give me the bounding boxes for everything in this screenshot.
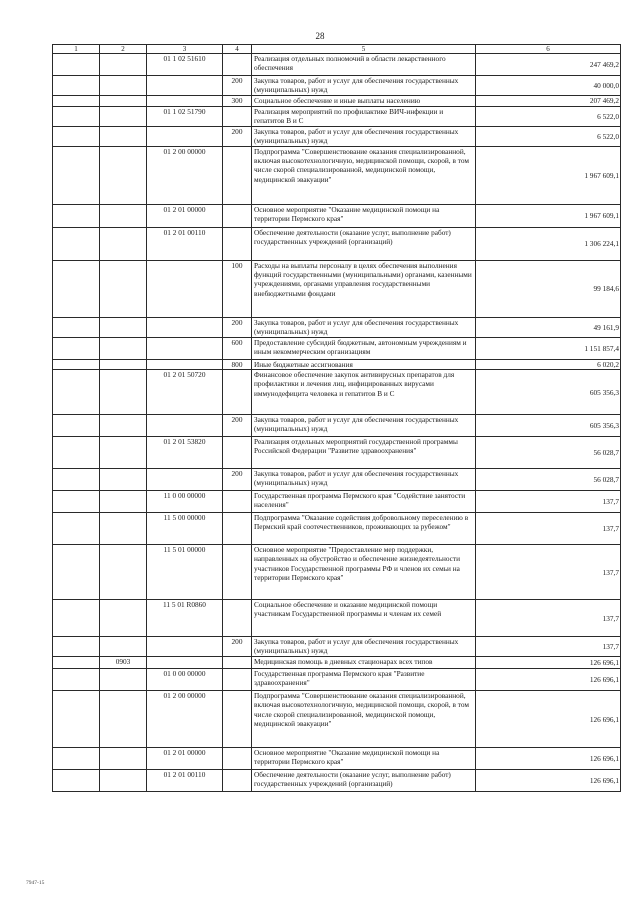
cell-subsection <box>100 54 147 76</box>
cell-subsection <box>100 107 147 127</box>
table-row <box>53 107 621 127</box>
cell-name: Закупка товаров, работ и услуг для обеспечения государственных (муниципальных) нужд <box>252 469 476 491</box>
table-row <box>53 600 621 637</box>
table-row <box>53 261 621 318</box>
cell-name: Реализация отдельных полномочий в области лекарственного обеспечения <box>252 54 476 76</box>
cell-name: Обеспечение деятельности (оказание услуг, выполнение работ) государственных учреждений (организаций) <box>252 228 476 261</box>
cell-name: Реализация отдельных мероприятий государственной программы Российской Федерации "Развитие здравоохранения" <box>252 437 476 469</box>
cell-target-code <box>147 637 223 657</box>
cell-section <box>53 107 100 127</box>
cell-expense-type <box>223 748 252 770</box>
cell-section <box>53 338 100 360</box>
column-header-3: 3 <box>147 45 223 54</box>
cell-name: Расходы на выплаты персоналу в целях обеспечения выполнения функций государственными (муниципальными) органами, казенными учреждениями, органами управления государственными внебюджетными фондами <box>252 261 476 318</box>
table-header-row <box>53 45 621 54</box>
cell-subsection <box>100 469 147 491</box>
cell-subsection <box>100 770 147 792</box>
cell-expense-type <box>223 691 252 748</box>
cell-section <box>53 669 100 691</box>
cell-expense-type: 200 <box>223 637 252 657</box>
cell-amount: 1 151 857,4 <box>476 338 621 360</box>
table-row <box>53 491 621 513</box>
cell-section <box>53 147 100 205</box>
table-row <box>53 54 621 76</box>
cell-amount: 6 522,0 <box>476 107 621 127</box>
cell-amount: 247 469,2 <box>476 54 621 76</box>
cell-expense-type <box>223 54 252 76</box>
cell-amount: 605 356,3 <box>476 370 621 415</box>
cell-section <box>53 228 100 261</box>
cell-name: Закупка товаров, работ и услуг для обеспечения государственных (муниципальных) нужд <box>252 76 476 96</box>
cell-subsection <box>100 370 147 415</box>
table-row <box>53 228 621 261</box>
cell-name: Государственная программа Пермского края "Развитие здравоохранения" <box>252 669 476 691</box>
cell-subsection <box>100 261 147 318</box>
cell-subsection <box>100 338 147 360</box>
cell-target-code <box>147 338 223 360</box>
cell-amount: 137,7 <box>476 491 621 513</box>
cell-target-code: 01 2 01 00110 <box>147 228 223 261</box>
cell-target-code <box>147 96 223 107</box>
cell-section <box>53 205 100 228</box>
table-body <box>53 54 621 792</box>
cell-name: Предоставление субсидий бюджетным, автономным учреждениям и иным некоммерческим организациям <box>252 338 476 360</box>
cell-expense-type: 200 <box>223 415 252 437</box>
table-row <box>53 76 621 96</box>
cell-expense-type: 100 <box>223 261 252 318</box>
cell-amount: 126 696,1 <box>476 691 621 748</box>
cell-amount: 126 696,1 <box>476 748 621 770</box>
cell-target-code <box>147 360 223 370</box>
cell-section <box>53 657 100 669</box>
cell-amount: 6 020,2 <box>476 360 621 370</box>
cell-subsection <box>100 205 147 228</box>
cell-target-code <box>147 657 223 669</box>
cell-section <box>53 54 100 76</box>
cell-name: Подпрограмма "Совершенствование оказания специализированной, включая высокотехнологичную, медицинской помощи, скорой, в том числе скорой специализированной, медицинской помощи, медицинской эвакуации" <box>252 147 476 205</box>
cell-target-code: 01 2 01 00000 <box>147 205 223 228</box>
cell-expense-type <box>223 437 252 469</box>
cell-subsection <box>100 127 147 147</box>
column-header-2: 2 <box>100 45 147 54</box>
cell-target-code: 01 2 01 00110 <box>147 770 223 792</box>
column-header-5: 5 <box>252 45 476 54</box>
cell-section <box>53 76 100 96</box>
cell-name: Обеспечение деятельности (оказание услуг, выполнение работ) государственных учреждений (организаций) <box>252 770 476 792</box>
cell-section <box>53 545 100 600</box>
cell-subsection <box>100 491 147 513</box>
cell-amount: 1 967 609,1 <box>476 147 621 205</box>
cell-expense-type: 300 <box>223 96 252 107</box>
cell-expense-type: 200 <box>223 318 252 338</box>
cell-target-code: 01 2 01 50720 <box>147 370 223 415</box>
cell-name: Подпрограмма "Оказание содействия добровольному переселению в Пермский край соотечественников, проживающих за рубежом" <box>252 513 476 545</box>
cell-expense-type <box>223 491 252 513</box>
cell-target-code <box>147 318 223 338</box>
table-row <box>53 657 621 669</box>
cell-name: Социальное обеспечение и оказание медицинской помощи участникам Государственной программы и членам их семей <box>252 600 476 637</box>
table-row <box>53 318 621 338</box>
cell-target-code <box>147 127 223 147</box>
cell-target-code <box>147 261 223 318</box>
cell-name: Финансовое обеспечение закупок антивирусных препаратов для профилактики и лечения лиц, инфицированных вирусами иммунодефицита человека и гепатитов В и С <box>252 370 476 415</box>
cell-target-code <box>147 469 223 491</box>
table-row <box>53 338 621 360</box>
cell-expense-type: 200 <box>223 127 252 147</box>
cell-section <box>53 261 100 318</box>
cell-target-code <box>147 415 223 437</box>
cell-section <box>53 691 100 748</box>
cell-target-code: 11 5 01 00000 <box>147 545 223 600</box>
cell-expense-type <box>223 545 252 600</box>
cell-expense-type <box>223 107 252 127</box>
cell-expense-type <box>223 147 252 205</box>
cell-amount: 207 469,2 <box>476 96 621 107</box>
cell-subsection <box>100 669 147 691</box>
cell-expense-type <box>223 600 252 637</box>
cell-target-code: 01 2 00 00000 <box>147 691 223 748</box>
cell-amount: 56 028,7 <box>476 469 621 491</box>
cell-section <box>53 415 100 437</box>
cell-name: Основное мероприятие "Оказание медицинской помощи на территории Пермского края" <box>252 748 476 770</box>
cell-target-code: 01 0 00 00000 <box>147 669 223 691</box>
cell-subsection <box>100 147 147 205</box>
table-row <box>53 437 621 469</box>
table-row <box>53 469 621 491</box>
cell-amount: 137,7 <box>476 545 621 600</box>
cell-subsection: 0903 <box>100 657 147 669</box>
cell-expense-type: 200 <box>223 469 252 491</box>
cell-section <box>53 370 100 415</box>
cell-expense-type <box>223 205 252 228</box>
cell-target-code: 01 2 01 53820 <box>147 437 223 469</box>
cell-target-code: 11 5 00 00000 <box>147 513 223 545</box>
table-row <box>53 770 621 792</box>
table-row <box>53 748 621 770</box>
cell-amount: 126 696,1 <box>476 657 621 669</box>
cell-target-code: 01 2 00 00000 <box>147 147 223 205</box>
cell-section <box>53 318 100 338</box>
budget-table <box>52 44 621 792</box>
cell-subsection <box>100 748 147 770</box>
cell-amount: 49 161,9 <box>476 318 621 338</box>
cell-amount: 1 967 609,1 <box>476 205 621 228</box>
cell-name: Подпрограмма "Совершенствование оказания специализированной, включая высокотехнологичную, медицинской помощи, скорой, в том числе скорой специализированной, медицинской помощи, медицинской эвакуации" <box>252 691 476 748</box>
cell-subsection <box>100 691 147 748</box>
cell-name: Иные бюджетные ассигнования <box>252 360 476 370</box>
cell-name: Основное мероприятие "Предоставление мер поддержки, направленных на обустройство и обеспечение жизнедеятельности участников Государственной программы РФ и членов их семьи на территории Пермского края" <box>252 545 476 600</box>
cell-name: Закупка товаров, работ и услуг для обеспечения государственных (муниципальных) нужд <box>252 637 476 657</box>
cell-subsection <box>100 360 147 370</box>
cell-name: Закупка товаров, работ и услуг для обеспечения государственных (муниципальных) нужд <box>252 318 476 338</box>
cell-amount: 126 696,1 <box>476 669 621 691</box>
cell-amount: 137,7 <box>476 513 621 545</box>
cell-section <box>53 127 100 147</box>
cell-name: Государственная программа Пермского края "Содействие занятости населения" <box>252 491 476 513</box>
cell-subsection <box>100 415 147 437</box>
table-row <box>53 545 621 600</box>
cell-subsection <box>100 228 147 261</box>
cell-target-code: 01 2 01 00000 <box>147 748 223 770</box>
cell-amount: 126 696,1 <box>476 770 621 792</box>
cell-subsection <box>100 600 147 637</box>
cell-amount: 6 522,0 <box>476 127 621 147</box>
cell-amount: 137,7 <box>476 637 621 657</box>
cell-target-code: 01 1 02 51610 <box>147 54 223 76</box>
cell-expense-type <box>223 513 252 545</box>
cell-target-code: 11 0 00 00000 <box>147 491 223 513</box>
cell-name: Закупка товаров, работ и услуг для обеспечения государственных (муниципальных) нужд <box>252 127 476 147</box>
cell-section <box>53 513 100 545</box>
cell-name: Закупка товаров, работ и услуг для обеспечения государственных (муниципальных) нужд <box>252 415 476 437</box>
cell-amount: 1 306 224,1 <box>476 228 621 261</box>
cell-amount: 40 000,0 <box>476 76 621 96</box>
cell-expense-type <box>223 770 252 792</box>
page-number: 28 <box>315 31 325 41</box>
cell-subsection <box>100 76 147 96</box>
cell-target-code <box>147 76 223 96</box>
cell-section <box>53 637 100 657</box>
cell-expense-type <box>223 228 252 261</box>
table-row <box>53 127 621 147</box>
cell-expense-type: 600 <box>223 338 252 360</box>
cell-expense-type: 200 <box>223 76 252 96</box>
table-row <box>53 669 621 691</box>
table-row <box>53 205 621 228</box>
table-row <box>53 637 621 657</box>
table-row <box>53 691 621 748</box>
cell-expense-type: 800 <box>223 360 252 370</box>
column-header-4: 4 <box>223 45 252 54</box>
cell-subsection <box>100 96 147 107</box>
cell-section <box>53 748 100 770</box>
cell-name: Социальное обеспечение и иные выплаты населению <box>252 96 476 107</box>
cell-subsection <box>100 437 147 469</box>
column-header-6: 6 <box>476 45 621 54</box>
table-row <box>53 96 621 107</box>
table-row <box>53 360 621 370</box>
cell-section <box>53 770 100 792</box>
table-row <box>53 513 621 545</box>
cell-section <box>53 360 100 370</box>
cell-expense-type <box>223 657 252 669</box>
cell-amount: 137,7 <box>476 600 621 637</box>
cell-section <box>53 96 100 107</box>
cell-name: Основное мероприятие "Оказание медицинской помощи на территории Пермского края" <box>252 205 476 228</box>
cell-expense-type <box>223 669 252 691</box>
cell-subsection <box>100 318 147 338</box>
cell-amount: 99 184,6 <box>476 261 621 318</box>
cell-section <box>53 491 100 513</box>
cell-subsection <box>100 513 147 545</box>
table-row <box>53 415 621 437</box>
cell-section <box>53 437 100 469</box>
cell-name: Реализация мероприятий по профилактике ВИЧ-инфекции и гепатитов В и С <box>252 107 476 127</box>
column-header-1: 1 <box>53 45 100 54</box>
footer-code: 7947-15 <box>26 880 45 886</box>
cell-target-code: 11 5 01 R0860 <box>147 600 223 637</box>
cell-target-code: 01 1 02 51790 <box>147 107 223 127</box>
cell-amount: 56 028,7 <box>476 437 621 469</box>
cell-section <box>53 600 100 637</box>
cell-name: Медицинская помощь в дневных стационарах всех типов <box>252 657 476 669</box>
cell-section <box>53 469 100 491</box>
table-row <box>53 370 621 415</box>
cell-subsection <box>100 545 147 600</box>
cell-subsection <box>100 637 147 657</box>
cell-amount: 605 356,3 <box>476 415 621 437</box>
table-row <box>53 147 621 205</box>
cell-expense-type <box>223 370 252 415</box>
